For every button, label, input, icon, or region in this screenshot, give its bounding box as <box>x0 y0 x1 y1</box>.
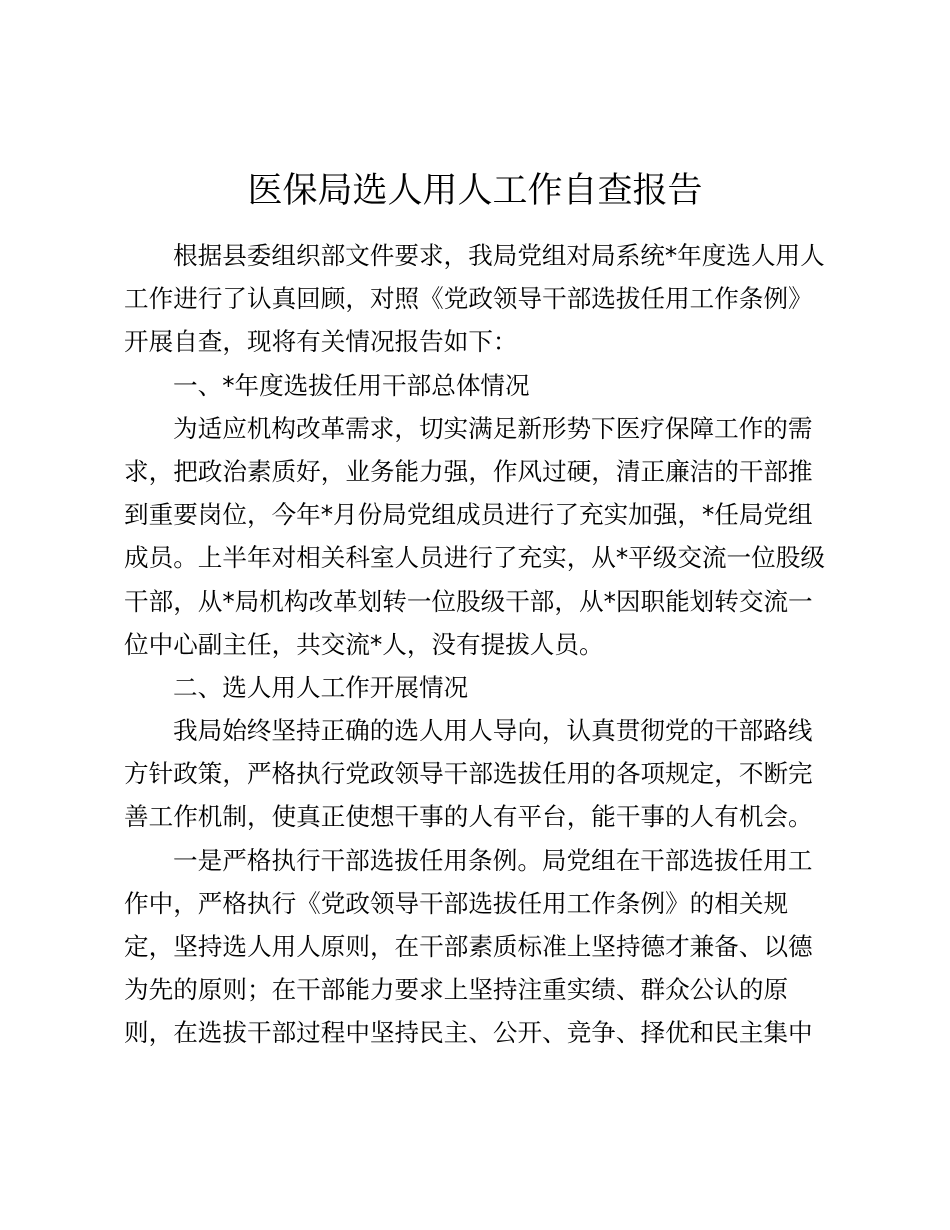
text-line: 成员。上半年对相关科室人员进行了充实，从*平级交流一位股级 <box>124 543 825 573</box>
text-line: 作中，严格执行《党政领导干部选拔任用工作条例》的相关规 <box>124 888 789 918</box>
text-line: 定，坚持选人用人原则，在干部素质标准上坚持德才兼备、以德 <box>124 932 813 961</box>
document-body <box>124 234 834 1055</box>
text-line: 为先的原则；在干部能力要求上坚持注重实绩、群众公认的原 <box>124 975 789 1005</box>
text-line: 善工作机制，使真正使想干事的人有平台，能干事的人有机会。 <box>124 802 813 832</box>
text-line: 根据县委组织部文件要求，我局党组对局系统*年度选人用人 <box>173 241 825 270</box>
text-line: 工作进行了认真回顾，对照《党政领导干部选拔任用工作条例》 <box>124 284 813 314</box>
text-line: 干部，从*局机构改革划转一位股级干部，从*因职能划转交流一 <box>124 586 813 616</box>
text-line: 求，把政治素质好，业务能力强，作风过硬，清正廉洁的干部推 <box>124 456 813 486</box>
text-line: 方针政策，严格执行党政领导干部选拔任用的各项规定，不断完 <box>124 759 813 789</box>
text-line: 则，在选拔干部过程中坚持民主、公开、竞争、择优和民主集中 <box>124 1018 813 1048</box>
text-line: 到重要岗位，今年*月份局党组成员进行了充实加强，*任局党组 <box>124 500 813 530</box>
text-line: 一是严格执行干部选拔任用条例。局党组在干部选拔任用工 <box>173 845 813 875</box>
text-line: 一、*年度选拔任用干部总体情况 <box>173 370 530 400</box>
text-line: 为适应机构改革需求，切实满足新形势下医疗保障工作的需 <box>173 413 813 443</box>
text-line: 二、选人用人工作开展情况 <box>173 672 469 702</box>
document-title: 医保局选人用人工作自查报告 <box>247 171 703 211</box>
text-line: 位中心副主任，共交流*人，没有提拔人员。 <box>124 629 604 659</box>
text-line: 开展自查，现将有关情况报告如下： <box>124 327 518 357</box>
text-line: 我局始终坚持正确的选人用人导向，认真贯彻党的干部路线 <box>173 716 813 746</box>
